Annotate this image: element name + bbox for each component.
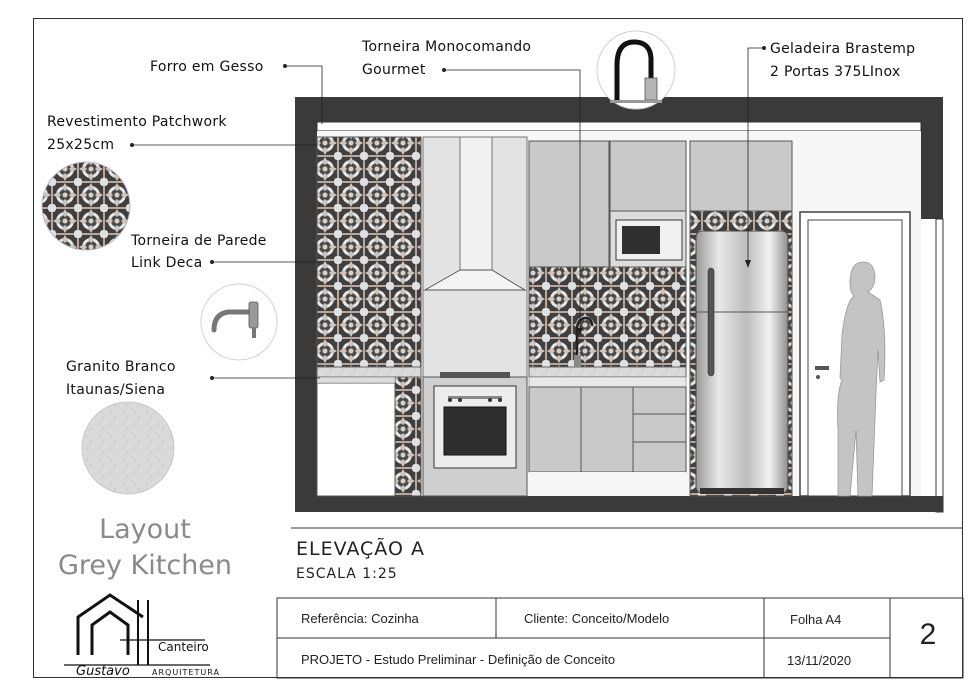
drawing-scale: ESCALA 1:25 <box>296 566 398 582</box>
title-block-sheet-number: 2 <box>919 618 937 651</box>
label-tile-line2: 25x25cm <box>47 137 115 153</box>
hood-chimney <box>460 137 492 270</box>
right-wall-lower <box>936 219 943 512</box>
title-block-project: PROJETO - Estudo Preliminar - Definição de Conceito <box>301 652 616 667</box>
title-block-reference: Referência: Cozinha <box>301 611 419 626</box>
layout-title-line1: Layout <box>99 514 191 545</box>
title-block-date: 13/11/2020 <box>787 653 852 668</box>
layout-title <box>40 512 250 584</box>
drawing-title: ELEVAÇÃO A <box>296 538 425 560</box>
tile-backsplash <box>529 267 686 367</box>
right-wall-upper <box>921 97 943 219</box>
drawer-unit <box>633 387 686 472</box>
upper-cabinet-1 <box>529 141 609 267</box>
wall-tap-sample <box>201 284 277 360</box>
label-faucet-line1: Torneira Monocomando <box>362 39 532 55</box>
label-fridge-line1: Geladeira Brastemp <box>770 41 916 57</box>
granite-counter-left <box>317 367 421 377</box>
logo-sub: ARQUITETURA <box>152 668 220 677</box>
title-block-sheet-size: Folha A4 <box>790 612 842 627</box>
tile-strip-left <box>395 367 421 496</box>
upper-cabinet-2 <box>610 141 686 211</box>
logo-brand: Canteiro <box>158 640 209 654</box>
floor-slab <box>295 496 943 512</box>
dishwasher <box>317 383 395 496</box>
logo-name: Gustavo <box>76 664 130 679</box>
title-block-client: Cliente: Conceito/Modelo <box>524 611 670 626</box>
label-wall-tap-line1: Torneira de Parede <box>131 233 267 249</box>
label-ceiling: Forro em Gesso <box>150 59 264 75</box>
gustavo-canteiro-logo <box>64 595 220 679</box>
label-granite-line2: Itaunas/Siena <box>66 382 166 398</box>
granite-counter <box>529 367 686 377</box>
left-wall <box>295 97 317 512</box>
plaster-ceiling <box>317 122 921 131</box>
cooktop <box>440 372 510 378</box>
upper-cabinet-fridge <box>690 141 792 211</box>
label-tile-line1: Revestimento Patchwork <box>47 114 227 130</box>
label-faucet-line2: Gourmet <box>362 62 426 78</box>
label-wall-tap-line2: Link Deca <box>131 255 203 271</box>
label-fridge-line2: 2 Portas 375LInox <box>770 64 901 80</box>
tile-wall-left <box>317 137 421 367</box>
label-granite-line1: Granito Branco <box>66 359 176 375</box>
layout-title-line2: Grey Kitchen <box>57 550 233 581</box>
